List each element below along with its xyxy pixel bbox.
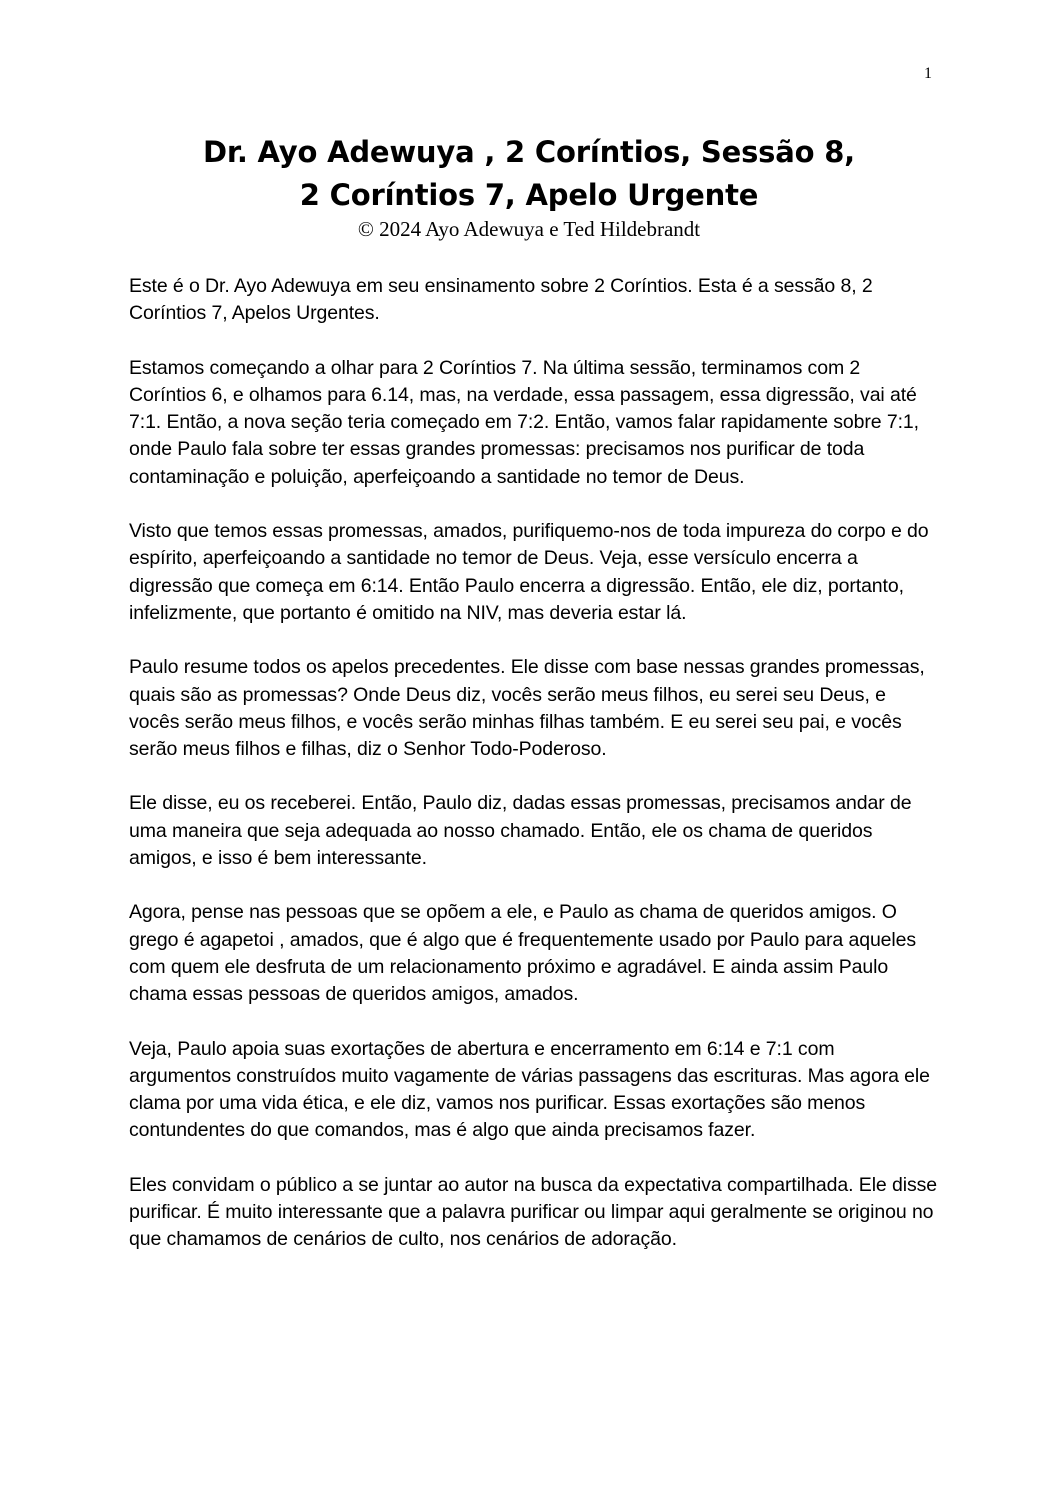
document-title-line-2: 2 Coríntios 7, Apelo Urgente [299, 178, 759, 212]
paragraph: Este é o Dr. Ayo Adewuya em seu ensinamento sobre 2 Coríntios. Esta é a sessão 8, 2 Coríntios 7, Apelos Urgentes. [129, 275, 873, 325]
page-number: 1 [924, 65, 932, 82]
document-body [129, 273, 939, 1281]
document-header [0, 131, 1058, 243]
document-title-line-1: Dr. Ayo Adewuya , 2 Coríntios, Sessão 8, [202, 135, 855, 169]
paragraph: Estamos começando a olhar para 2 Coríntios 7. Na última sessão, terminamos com 2 Coríntios 6, e olhamos para 6.14, mas, na verdade, essa passagem, essa digressão, vai até 7:1. Então, a nova seção teria começado em 7:2. Então, vamos falar rapidamente sobre 7:1, onde Paulo fala sobre ter essas grandes promessas: precisamos nos purificar de toda contaminação e poluição, aperfeiçoando a santidade no temor de Deus. [129, 356, 919, 488]
paragraph: Veja, Paulo apoia suas exortações de abertura e encerramento em 6:14 e 7:1 com argumentos construídos muito vagamente de várias passagens das escrituras. Mas agora ele clama por uma vida ética, e ele diz, vamos nos purificar. Essas exortações são menos contundentes do que comandos, mas é algo que ainda precisamos fazer. [129, 1037, 930, 1142]
paragraph: Eles convidam o público a se juntar ao autor na busca da expectativa compartilhada. Ele disse purificar. É muito interessante que a palavra purificar ou limpar aqui geralmente se originou no que chamamos de cenários de culto, nos cenários de adoração. [129, 1173, 938, 1251]
paragraph: Agora, pense nas pessoas que se opõem a ele, e Paulo as chama de queridos amigos. O grego é agapetoi , amados, que é algo que é frequentemente usado por Paulo para aqueles com quem ele desfruta de um relacionamento próximo e agradável. E ainda assim Paulo chama essas pessoas de queridos amigos, amados. [129, 901, 917, 1006]
paragraph: Paulo resume todos os apelos precedentes. Ele disse com base nessas grandes promessas, quais são as promessas? Onde Deus diz, vocês serão meus filhos, eu serei seu Deus, e vocês serão meus filhos, e vocês serão minhas filhas também. E eu serei seu pai, e vocês serão meus filhos e filhas, diz o Senhor Todo-Poderoso. [129, 656, 925, 761]
paragraph: Visto que temos essas promessas, amados, purifiquemo-nos de toda impureza do corpo e do espírito, aperfeiçoando a santidade no temor de Deus. Veja, esse versículo encerra a digressão que começa em 6:14. Então Paulo encerra a digressão. Então, ele diz, portanto, infelizmente, que portanto é omitido na NIV, mas deveria estar lá. [129, 520, 929, 624]
copyright-notice: © 2024 Ayo Adewuya e Ted Hildebrandt [357, 217, 701, 241]
paragraph: Ele disse, eu os receberei. Então, Paulo diz, dadas essas promessas, precisamos andar de uma maneira que seja adequada ao nosso chamado. Então, ele os chama de queridos amigos, e isso é bem interessante. [129, 792, 912, 870]
